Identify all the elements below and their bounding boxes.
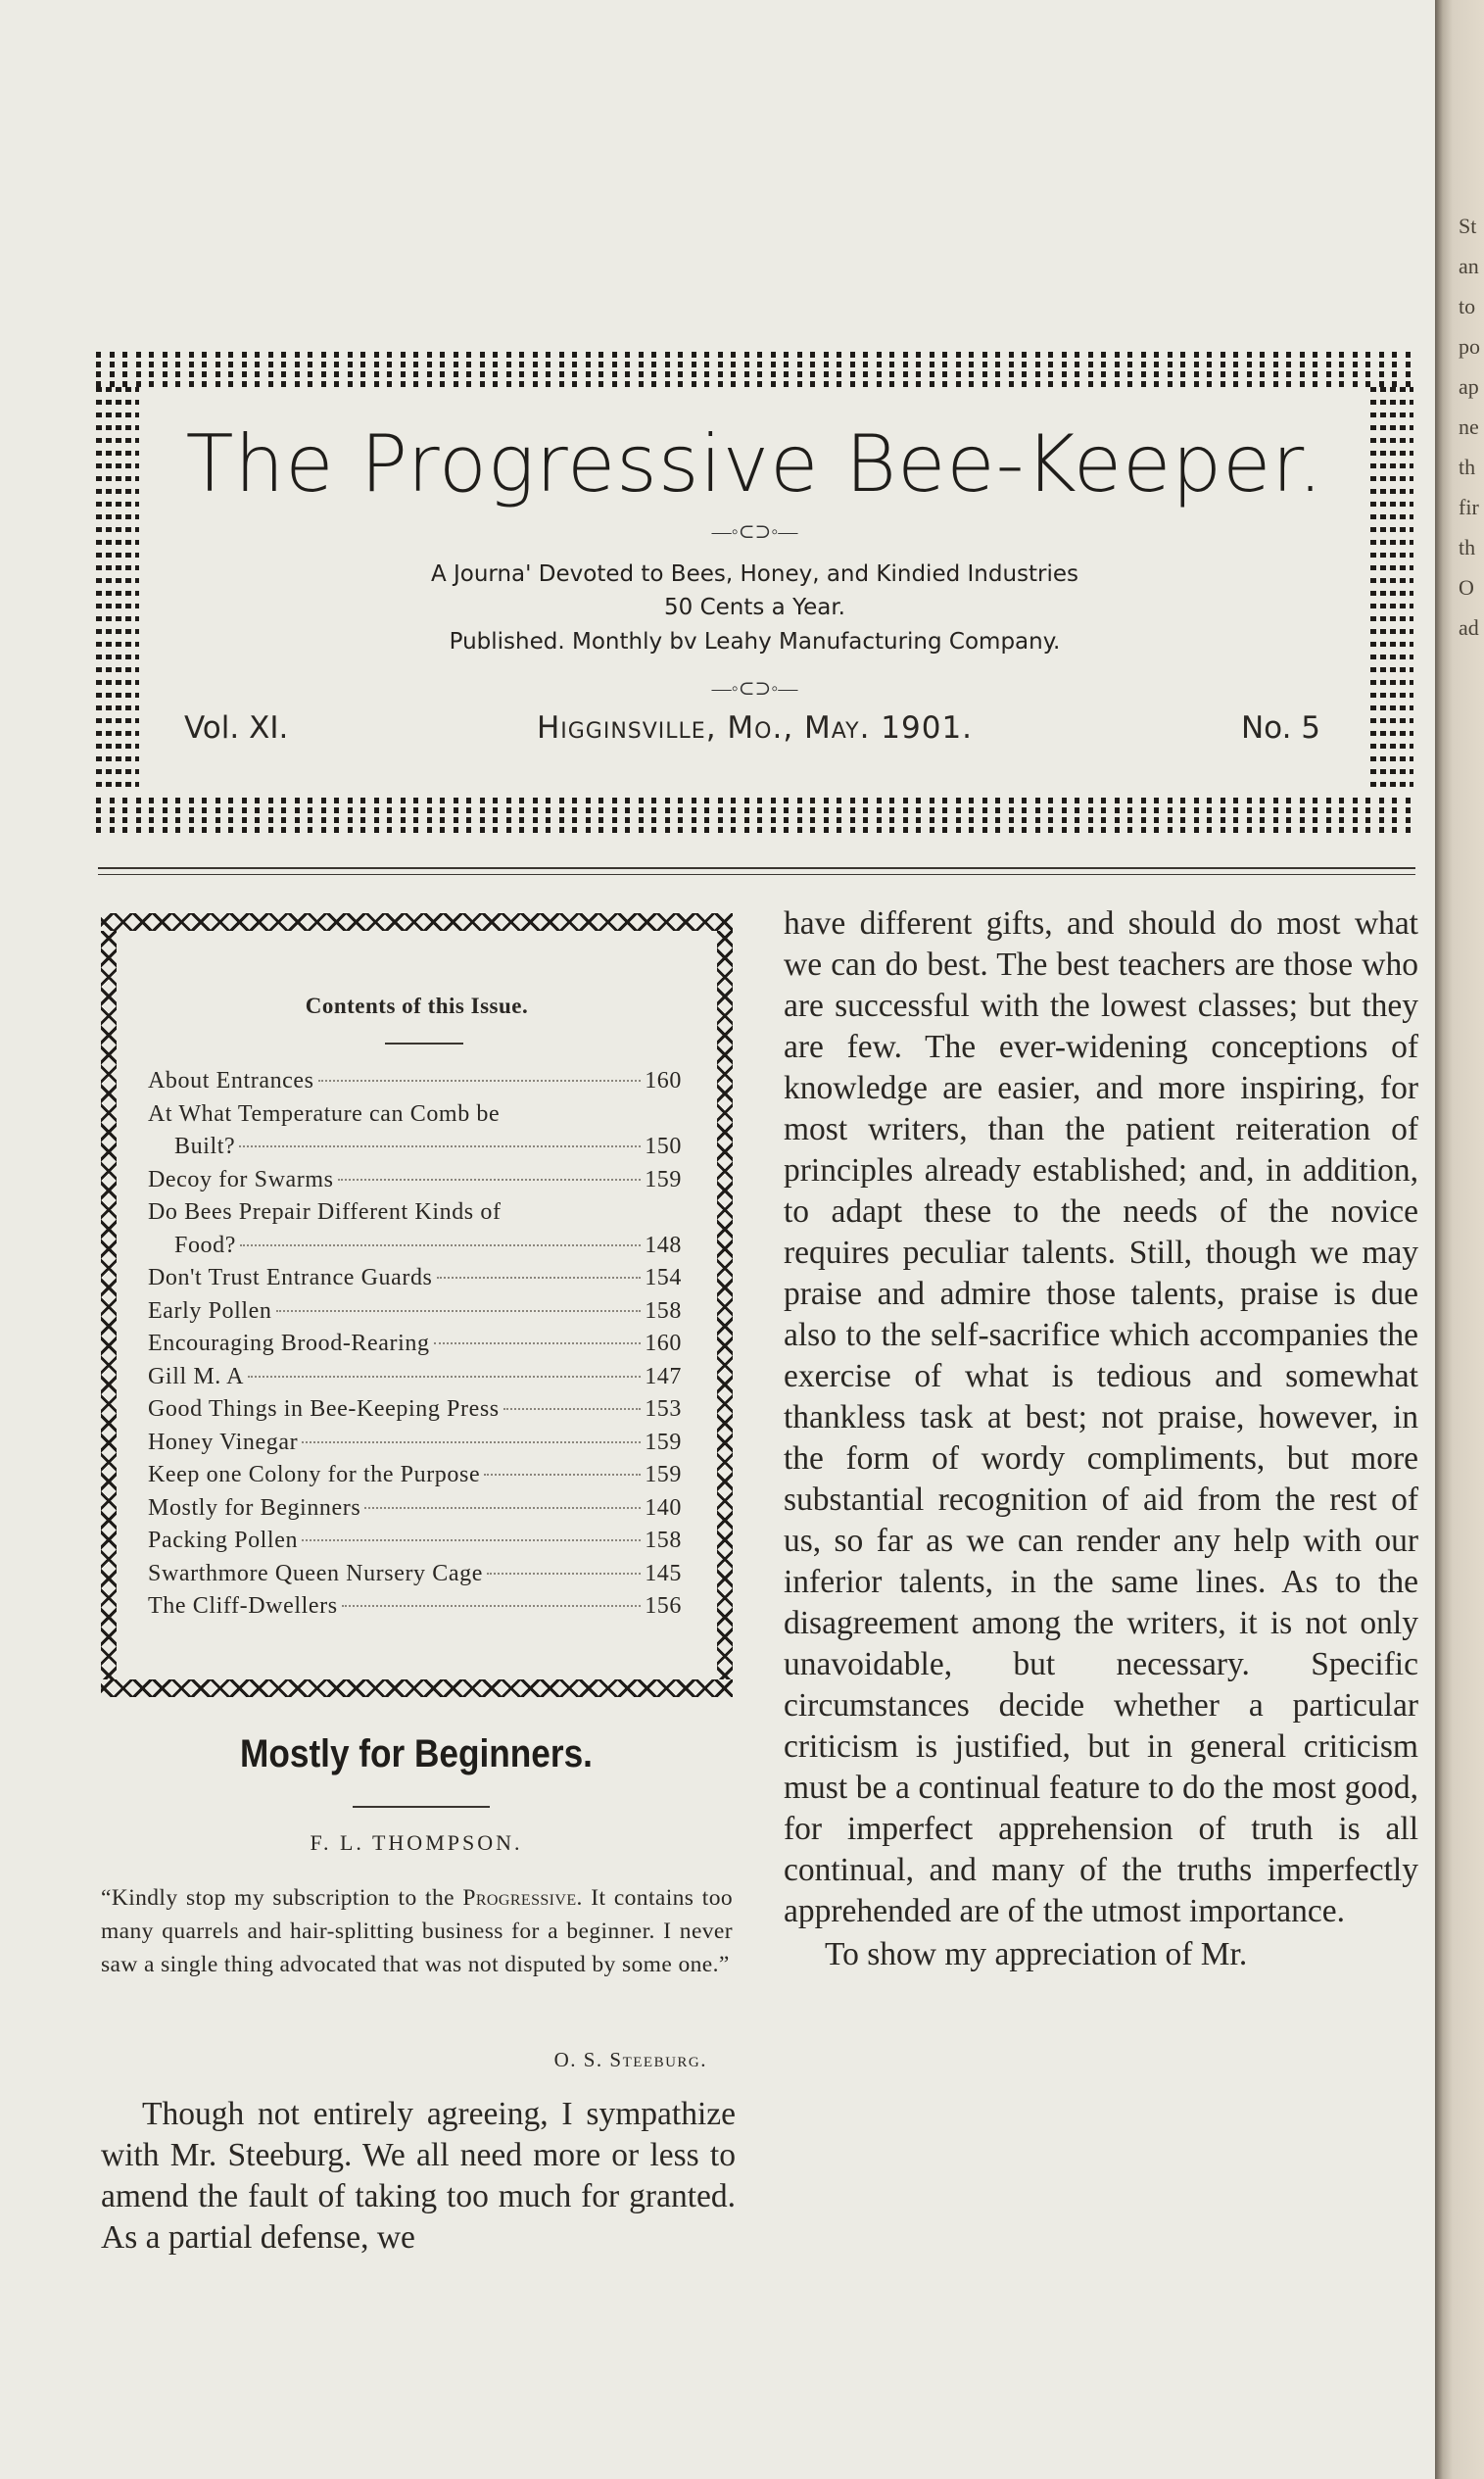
next-page-edge — [1435, 0, 1484, 2479]
body-paragraph: To show my appreciation of Mr. — [825, 1936, 1248, 1972]
contents-item[interactable]: Food? 148 — [174, 1232, 682, 1258]
contents-item[interactable]: Mostly for Beginners 140 — [148, 1494, 682, 1521]
issue-number: No. 5 — [1240, 710, 1320, 746]
body-paragraph: Though not entirely agreeing, I sympathize with Mr. Steeburg. We all need more or less to amend the fault of taking too much for granted. As a partial defense, we — [101, 2096, 736, 2256]
epigraph-quote: “Kindly stop my subscription to the Progressive. It contains too many quarrels and hair-splitting business for a beginner. I never saw a single thing advocated that was not disputed by some one.” — [101, 1885, 733, 1977]
article-rule — [353, 1806, 490, 1808]
zigzag-border — [717, 931, 733, 1679]
bottom-ornament-border — [96, 794, 1413, 833]
contents-item[interactable]: At What Temperature can Comb be — [148, 1100, 501, 1127]
contents-item[interactable]: Good Things in Bee-Keeping Press 153 — [148, 1396, 682, 1422]
contents-item[interactable]: The Cliff-Dwellers 156 — [148, 1593, 682, 1619]
contents-item[interactable]: Keep one Colony for the Purpose 159 — [148, 1462, 682, 1487]
contents-item[interactable]: Swarthmore Queen Nursery Cage 145 — [148, 1560, 682, 1586]
contents-title: Contents of this Issue. — [305, 994, 529, 1018]
flourish-ornament: —◦⊂⊃◦— — [711, 678, 798, 700]
contents-item[interactable]: About Entrances 160 — [148, 1068, 682, 1094]
journal-title: The Progressive Bee-Keeper. — [185, 418, 1324, 510]
right-column-text — [784, 903, 1418, 1975]
quote-attribution: O. S. Steeburg. — [553, 2048, 707, 2071]
contents-box — [101, 913, 733, 1697]
contents-item[interactable]: Packing Pollen 158 — [148, 1528, 682, 1553]
contents-list — [148, 1065, 682, 1624]
left-column-text — [101, 2094, 736, 2259]
contents-item[interactable]: Gill M. A 147 — [148, 1363, 682, 1389]
article-author: F. L. THOMPSON. — [310, 1830, 523, 1855]
place-date: Higginsville, Mo., May. 1901. — [536, 710, 974, 746]
zigzag-border — [101, 913, 733, 931]
article-title: Mostly for Beginners. — [240, 1732, 593, 1775]
section-rule — [98, 874, 1415, 875]
contents-item[interactable]: Honey Vinegar 159 — [148, 1429, 682, 1455]
section-rule — [98, 867, 1415, 869]
masthead — [96, 348, 1413, 833]
contents-item[interactable]: Early Pollen 158 — [148, 1297, 682, 1324]
top-ornament-border — [96, 348, 1413, 387]
contents-item[interactable]: Decoy for Swarms 159 — [148, 1166, 682, 1192]
contents-rule — [385, 1043, 463, 1045]
publisher-line: Published. Monthly bv Leahy Manufacturing Company. — [449, 629, 1061, 655]
flourish-ornament: —◦⊂⊃◦— — [711, 521, 798, 543]
zigzag-border — [101, 931, 117, 1679]
body-paragraph: have different gifts, and should do most what we can do best. The best teachers are those who are successful with the lowest classes; but they are few. The ever-widening conceptions of knowledge are easier, and more inspiring, for most writers, than the patient reiteration of principles already established; and, in addition, to adapt these to the needs of the novice requires peculiar talents. Still, though we may praise and admire those talents, praise is due also to the self-sacrifice which accompanies the exercise of what is tedious and somewhat thankless task at best; not praise, however, in the form of wordy compliments, but more substantial recognition of aid from the rest of us, so far as we can render any help with our inferior talents, in the same lines. As to the disagreement among the writers, it is not only unavoidable, but necessary. Specific circumstances decide whether a particular criticism is justified, but in general criticism must be a continual feature to do the most good, for imperfect apprehension of truth is all continual, and many of the truths imperfectly apprehended are of the utmost importance. — [784, 905, 1418, 1929]
contents-item[interactable]: Encouraging Brood-Rearing 160 — [148, 1331, 682, 1356]
subscription-price: 50 Cents a Year. — [664, 595, 845, 620]
zigzag-border — [101, 1679, 733, 1697]
tagline: A Journa' Devoted to Bees, Honey, and Kindied Industries — [430, 561, 1079, 587]
contents-item[interactable]: Do Bees Prepair Different Kinds of — [148, 1199, 502, 1225]
next-page-fragment: St an to po ap ne th fir th O ad — [1459, 214, 1480, 640]
volume-label: Vol. XI. — [184, 710, 289, 746]
contents-item[interactable]: Don't Trust Entrance Guards 154 — [148, 1265, 682, 1290]
contents-item[interactable]: Built? 150 — [174, 1134, 682, 1159]
